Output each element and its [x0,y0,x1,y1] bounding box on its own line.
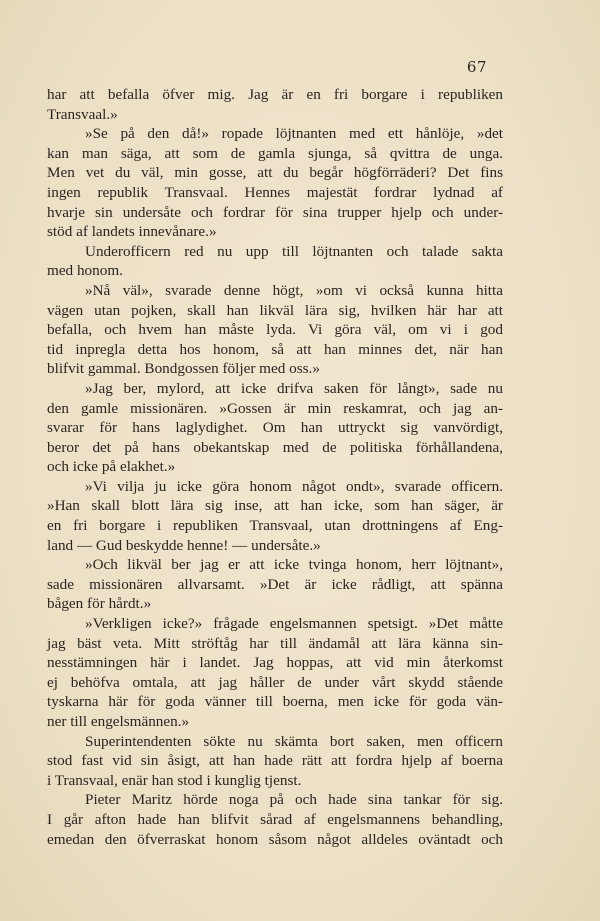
body-text [47,85,503,849]
text-line: »Och likväl ber jag er att icke tvinga honom, herr löjtnant», [85,556,503,574]
text-line: Transvaal.» [47,105,118,123]
text-line: »Jag ber, mylord, att icke drifva saken för långt», sade nu [85,379,503,397]
text-line: land — Gud beskydde henne! — undersåte.» [47,536,321,554]
text-line: jag bäst veta. Mitt ströftåg har till ändamål att lära känna sin- [47,634,503,652]
text-line: en fri borgare i republiken Transvaal, utan drottningens af Eng- [47,517,503,535]
text-line: Men vet du väl, min gosse, att du begår högförräderi? Det fins [47,164,503,182]
text-line: Superintendenten sökte nu skämta bort saken, men officern [85,732,503,750]
text-line: »Nå väl», svarade denne högt, »om vi också kunna hitta [85,281,503,299]
text-line: I går afton hade han blifvit sårad af engelsmannens behandling, [47,810,503,828]
text-line: svarar för hans laglydighet. Om han uttryckt sig vanvördigt, [47,419,503,437]
text-line: ner till engelsmännen.» [47,713,190,730]
text-line: bågen för hårdt.» [47,595,152,613]
text-line: emedan den öfverraskat honom såsom något alldeles oväntadt och [47,830,503,848]
text-line: befalla, och hvem han måste lyda. Vi göra väl, om vi i god [47,321,503,339]
text-line: vägen utan pojken, skall han likväl lära sig, hvilken här har att [47,301,503,319]
text-line: hvarje sin undersåte och fordrar för sina trupper hjelp och under- [47,203,503,221]
text-line: ingen republik Transvaal. Hennes majestät fordrar lydnad af [47,183,503,201]
text-line: med honom. [47,262,123,280]
text-line: nesstämningen här i landet. Jag hoppas, att vid min återkomst [47,654,503,672]
text-line: stöd af landets innevånare.» [47,223,217,241]
text-line: den gamle missionären. »Gossen är min reskamrat, och jag an- [47,399,503,417]
text-line: stod fast vid sin åsigt, att han hade rätt att fordra hjelp af boerna [47,752,503,770]
text-line: »Se på den då!» ropade löjtnanten med ett hånlöje, »det [85,125,503,143]
text-line: »Verkligen icke?» frågade engelsmannen spetsigt. »Det måtte [85,615,503,633]
text-line: »Han skall blott lära sig inse, att han icke, som han säger, är [47,497,503,515]
page-number: 67 [466,58,487,76]
text-line: har att befalla öfver mig. Jag är en fri borgare i republiken [47,86,503,103]
text-line: i Transvaal, enär han stod i kunglig tjenst. [47,771,302,789]
text-line: tyskarna här för goda vänner till boerna, men icke för goda vän- [47,693,503,711]
text-line: Underofficern red nu upp till löjtnanten och talade sakta [85,242,503,260]
text-line: ej behöfva omtala, att jag håller de under vårt skydd stående [47,673,503,691]
text-line: kan man säga, att som de gamla sjunga, så qvittra de unga. [47,144,503,162]
text-line: »Vi vilja ju icke göra honom något ondt», svarade officern. [85,477,503,495]
text-line: beror det på hans obekantskap med de politiska förhållandena, [47,438,503,456]
text-line: tid inpregla detta hos honom, så att han minnes det, när han [47,340,503,358]
text-line: sade missionären allvarsamt. »Det är icke rådligt, att spänna [47,575,503,593]
text-line: och icke på elakhet.» [47,458,176,476]
text-line: blifvit gammal. Bondgossen följer med oss.» [47,360,320,378]
text-line: Pieter Maritz hörde noga på och hade sina tankar för sig. [85,791,503,809]
